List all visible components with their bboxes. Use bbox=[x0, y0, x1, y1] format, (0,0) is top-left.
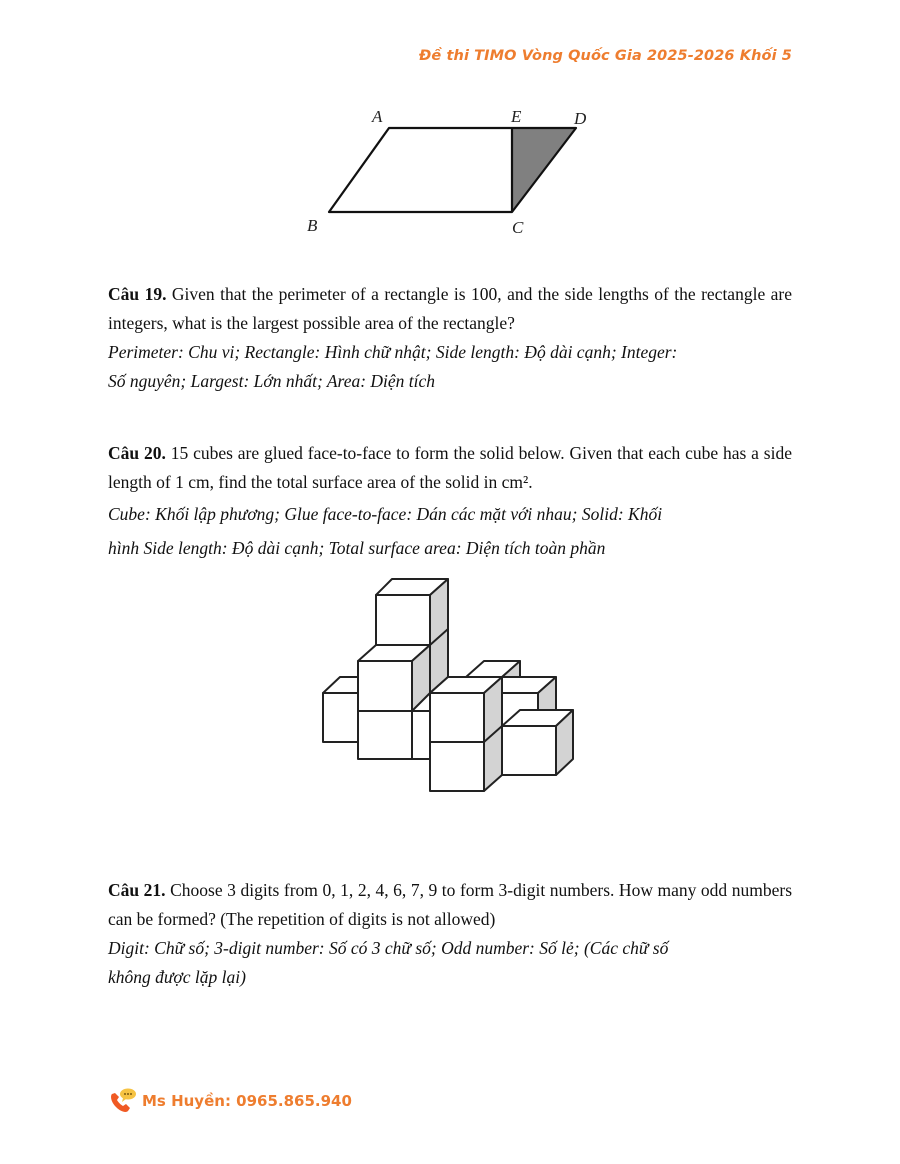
question-number: Câu 20. bbox=[108, 443, 166, 463]
gloss-line: Cube: Khối lập phương; Glue face-to-face: Dán các mặt với nhau; Solid: Khối bbox=[108, 504, 663, 524]
label-e: E bbox=[511, 107, 522, 126]
cube-front-face bbox=[502, 726, 556, 775]
page-header-title: Đề thi TIMO Vòng Quốc Gia 2025-2026 Khối 5 bbox=[419, 48, 792, 64]
cube-front-face bbox=[412, 711, 430, 759]
cube-front-face bbox=[358, 711, 412, 759]
label-a: A bbox=[372, 107, 383, 126]
question-21 bbox=[108, 876, 792, 992]
question-19 bbox=[108, 280, 792, 396]
cube-front-face bbox=[358, 661, 412, 711]
label-b: B bbox=[307, 216, 318, 235]
gloss-line: không được lặp lại) bbox=[108, 967, 246, 987]
parallelogram-figure bbox=[290, 100, 610, 245]
cubes-solid-figure bbox=[310, 570, 590, 800]
gloss-line: hình Side length: Độ dài cạnh; Total surface area: Diện tích toàn phần bbox=[108, 538, 606, 558]
footer-contact bbox=[108, 1088, 352, 1114]
cube-front-face bbox=[376, 595, 430, 645]
label-d: D bbox=[574, 109, 587, 128]
gloss-line: Digit: Chữ số; 3-digit number: Số có 3 chữ số; Odd number: Số lẻ; (Các chữ số bbox=[108, 938, 669, 958]
gloss-line: Perimeter: Chu vi; Rectangle: Hình chữ nhật; Side length: Độ dài cạnh; Integer: bbox=[108, 342, 678, 362]
cube-front-face bbox=[430, 693, 484, 742]
cube-front-face bbox=[323, 693, 358, 742]
question-number: Câu 21. bbox=[108, 880, 166, 900]
phone-chat-icon bbox=[108, 1088, 138, 1114]
question-20 bbox=[108, 439, 792, 565]
cube-front-face bbox=[430, 742, 484, 791]
contact-text: Ms Huyền: 0965.865.940 bbox=[142, 1092, 352, 1110]
question-number: Câu 19. bbox=[108, 284, 167, 304]
question-text: Choose 3 digits from 0, 1, 2, 4, 6, 7, 9 to form 3-digit numbers. How many odd numbers can be formed? (The repetition of digits is not allowed) bbox=[108, 880, 793, 929]
question-text: Given that the perimeter of a rectangle is 100, and the side lengths of the rectangle are integers, what is the largest possible area of the rectangle? bbox=[108, 284, 793, 333]
label-c: C bbox=[512, 218, 524, 237]
question-text: 15 cubes are glued face-to-face to form the solid below. Given that each cube has a side length of 1 cm, find the total surface area of the solid in cm². bbox=[108, 443, 792, 492]
gloss-line: Số nguyên; Largest: Lớn nhất; Area: Diện tích bbox=[108, 371, 436, 391]
